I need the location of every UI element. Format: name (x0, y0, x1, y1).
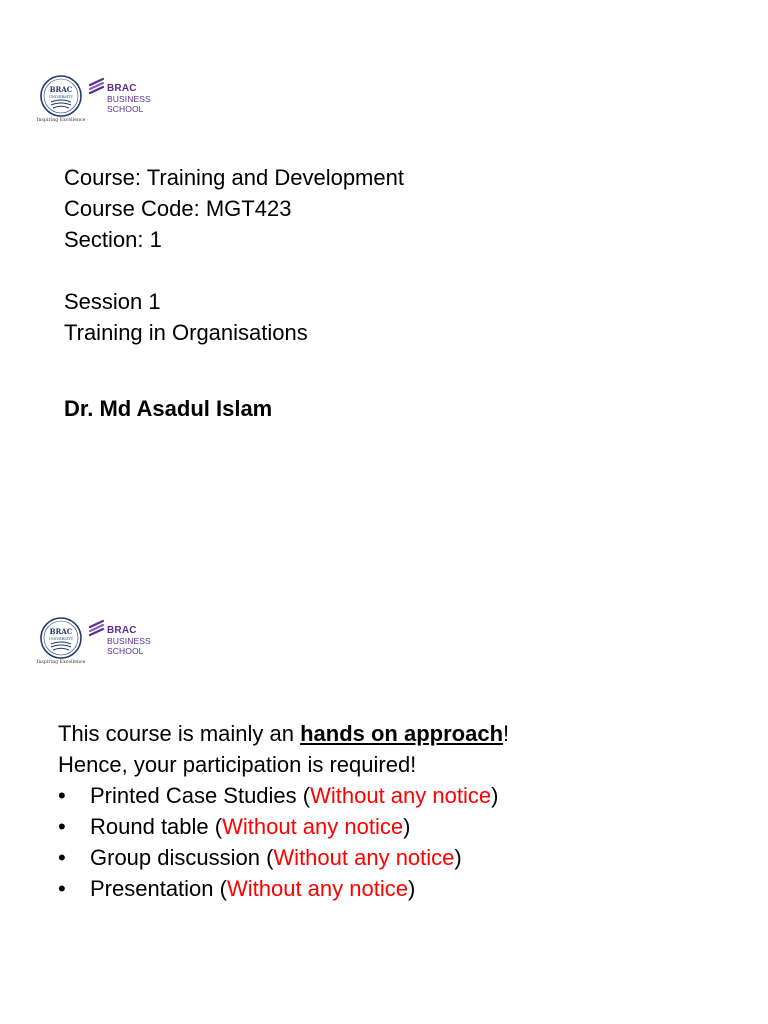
bullet-icon: • (58, 876, 66, 901)
svg-text:BRAC: BRAC (49, 85, 73, 94)
bullet-icon: • (58, 783, 66, 808)
activity-label: Presentation ( (90, 876, 227, 901)
course-name: Course: Training and Development (64, 165, 404, 190)
course-code: Course Code: MGT423 (64, 196, 292, 221)
svg-text:UNIVERSITY: UNIVERSITY (48, 637, 74, 641)
svg-text:BRAC: BRAC (49, 627, 73, 636)
brac-business-school-logo (88, 618, 151, 656)
list-item (58, 780, 509, 811)
school-name-line1: BRAC (107, 625, 137, 636)
slide-approach (0, 512, 768, 1024)
notice-text: Without any notice (222, 814, 404, 839)
svg-text:UNIVERSITY: UNIVERSITY (48, 95, 74, 99)
participation-note: Hence, your participation is required! (58, 752, 417, 777)
approach-content (58, 718, 509, 904)
intro-emphasis: hands on approach (300, 721, 504, 746)
school-name-line1: BRAC (107, 83, 137, 94)
intro-sentence (58, 718, 509, 749)
logo-block (36, 74, 151, 123)
activity-label: Round table ( (90, 814, 223, 839)
university-seal-icon (39, 616, 83, 660)
school-name-line2: BUSINESS (107, 94, 151, 104)
intro-suffix: ! (503, 721, 510, 746)
bullet-icon: • (58, 814, 66, 839)
business-school-mark-icon (88, 76, 106, 94)
course-info (64, 162, 404, 348)
school-name-line2: BUSINESS (107, 636, 151, 646)
activity-close: ) (491, 783, 499, 808)
list-item (58, 873, 509, 904)
university-seal-icon (39, 74, 83, 118)
notice-text: Without any notice (273, 845, 455, 870)
intro-prefix: This course is mainly an (58, 721, 301, 746)
logo-block (36, 616, 151, 665)
course-section: Section: 1 (64, 227, 162, 252)
activity-close: ) (403, 814, 411, 839)
brac-university-logo (36, 74, 86, 123)
activity-label: Group discussion ( (90, 845, 274, 870)
notice-text: Without any notice (226, 876, 408, 901)
activity-close: ) (454, 845, 462, 870)
bullet-icon: • (58, 845, 66, 870)
university-motto: Inspiring Excellence (36, 118, 86, 123)
notice-text: Without any notice (310, 783, 492, 808)
presenter-name: Dr. Md Asadul Islam (64, 396, 273, 421)
activity-label: Printed Case Studies ( (90, 783, 311, 808)
business-school-mark-icon (88, 618, 106, 636)
school-name-line3: SCHOOL (107, 104, 144, 114)
school-name-line3: SCHOOL (107, 646, 144, 656)
activity-list (58, 780, 509, 904)
university-motto: Inspiring Excellence (36, 660, 86, 665)
activity-close: ) (407, 876, 416, 901)
session-number: Session 1 (64, 289, 161, 314)
brac-business-school-logo (88, 76, 151, 114)
brac-university-logo (36, 616, 86, 665)
list-item (58, 842, 509, 873)
list-item (58, 811, 509, 842)
session-topic: Training in Organisations (64, 320, 308, 345)
